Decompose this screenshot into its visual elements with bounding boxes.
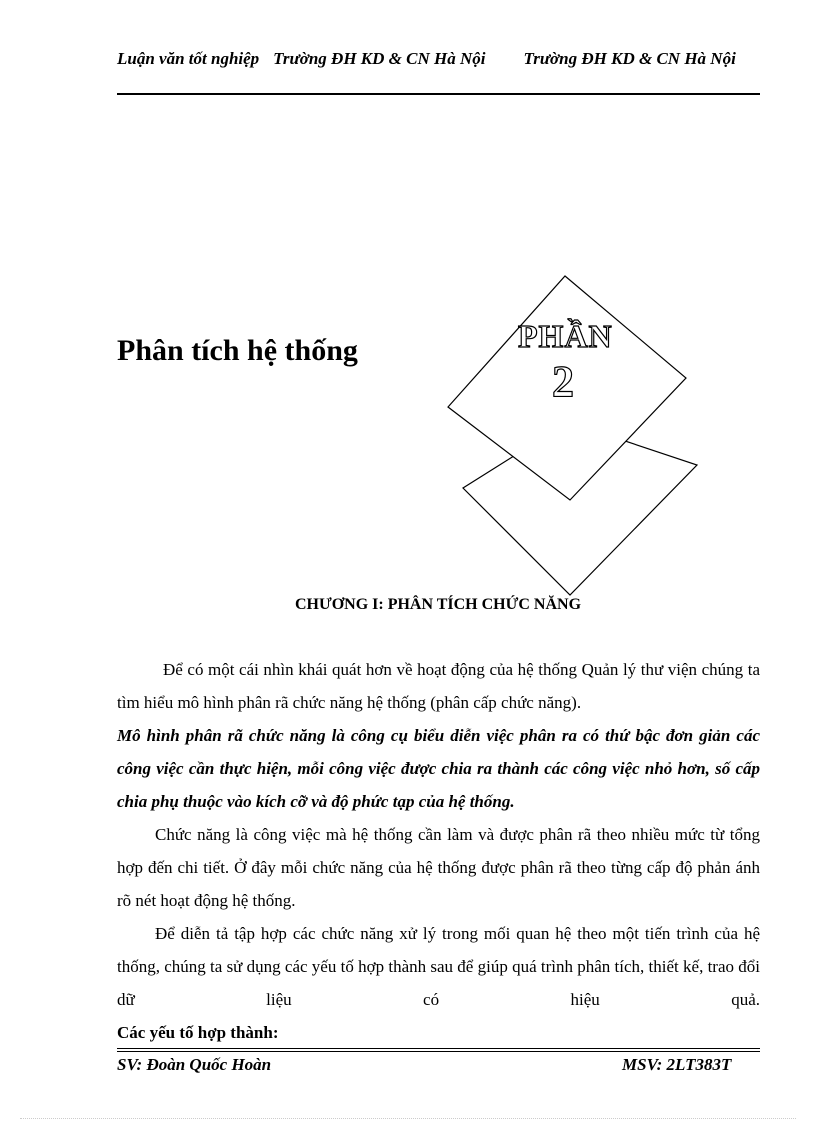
body-text	[117, 653, 760, 1049]
paragraph-definition: Mô hình phân rã chức năng là công cụ biểu diễn việc phân ra có thứ bậc đơn giản các công việc cần thực hiện, mỗi công việc được chia ra thành các công việc nhỏ hơn, số cấp chia phụ thuộc vào kích cỡ và độ phức tạp của hệ thống.	[117, 726, 760, 811]
header-thesis-label: Luận văn tốt nghiệp	[117, 49, 260, 68]
header-school-name: Trường ĐH KD & CN Hà Nội	[273, 49, 486, 68]
paragraph-intro: Để có một cái nhìn khái quát hơn về hoạt động của hệ thống Quản lý thư viện chúng ta tìm hiểu mô hình phân rã chức năng hệ thống (phân cấp chức năng).	[117, 660, 760, 712]
page-header	[117, 48, 760, 70]
part-label: PHẦN	[518, 318, 613, 354]
part-number: 2	[552, 357, 574, 406]
page-title: Phân tích hệ thống	[117, 334, 358, 367]
header-divider	[117, 93, 760, 95]
page-bottom-edge	[20, 1118, 796, 1119]
paragraph-elements: Để diễn tả tập hợp các chức năng xử lý trong mối quan hệ theo một tiến trình của hệ thống, chúng ta sử dụng các yếu tố hợp thành sau để giúp quá trình phân tích, thiết kế, trao đổi dữ liệu có hiệu quả.	[117, 924, 760, 1009]
footer-divider-double	[117, 1051, 760, 1052]
chapter-heading: CHƯƠNG I: PHÂN TÍCH CHỨC NĂNG	[294, 596, 582, 613]
subheading-elements: Các yếu tố hợp thành:	[117, 1023, 279, 1042]
paragraph-function: Chức năng là công việc mà hệ thống cần làm và được phân rã theo nhiều mức từ tổng hợp đến chi tiết. Ở đây mỗi chức năng của hệ thống được phân rã theo từng cấp độ phản ánh rõ nét hoạt động hệ thống.	[117, 825, 760, 910]
footer-divider	[117, 1048, 760, 1049]
header-school-name-repeat: Trường ĐH KD & CN Hà Nội	[523, 49, 736, 68]
footer-student-name: SV: Đoàn Quốc Hoàn	[117, 1055, 272, 1074]
footer-student-id: MSV: 2LT383T	[622, 1055, 732, 1074]
